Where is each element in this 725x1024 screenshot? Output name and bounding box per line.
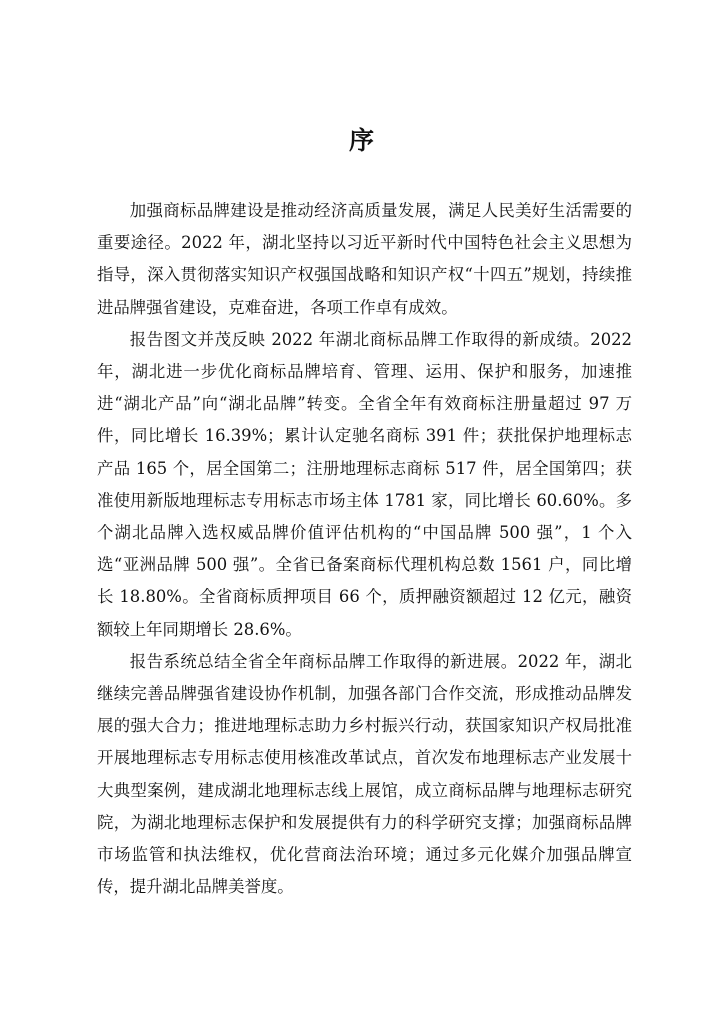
paragraph-1: 加强商标品牌建设是推动经济高质量发展，满足人民美好生活需要的重要途径。2022 年，湖北坚持以习近平新时代中国特色社会主义思想为指导，深入贯彻落实知识产权强国战略和知识产权“十四五”规划，持续推进品牌强省建设，克难奋进，各项工作卓有成效。 xyxy=(97,201,632,317)
paragraph-3: 报告系统总结全省全年商标品牌工作取得的新进展。2022 年，湖北继续完善品牌强省建设协作机制，加强各部门合作交流，形成推动品牌发展的强大合力；推进地理标志助力乡村振兴行动，获国家知识产权局批准开展地理标志专用标志使用核准改革试点，首次发布地理标志产业发展十大典型案例，建成湖北地理标志线上展馆，成立商标品牌与地理标志研究院，为湖北地理标志保护和发展提供有力的科学研究支撑；加强商标品牌市场监管和执法维权，优化营商法治环境；通过多元化媒介加强品牌宣传，提升湖北品牌美誉度。 xyxy=(97,651,632,897)
page-title: 序 xyxy=(348,126,376,155)
paragraph-2: 报告图文并茂反映 2022 年湖北商标品牌工作取得的新成绩。2022 年，湖北进一步优化商标品牌培育、管理、运用、保护和服务，加速推进“湖北产品”向“湖北品牌”转变。全省全年有效商标注册量超过 97 万件，同比增长 16.39%；累计认定驰名商标 391 件；获批保护地理标志产品 165 个，居全国第二；注册地理标志商标 517 件，居全国第四；获准使用新版地理标志专用标志市场主体 1781 家，同比增长 60.60%。多个湖北品牌入选权威品牌价值评估机构的“中国品牌 500 强”，1 个入选“亚洲品牌 500 强”。全省已备案商标代理机构总数 1561 户，同比增长 18.80%。全省商标质押项目 66 个，质押融资额超过 12 亿元，融资额较上年同期增长 28.6%。 xyxy=(97,329,632,639)
body-text xyxy=(97,195,632,903)
